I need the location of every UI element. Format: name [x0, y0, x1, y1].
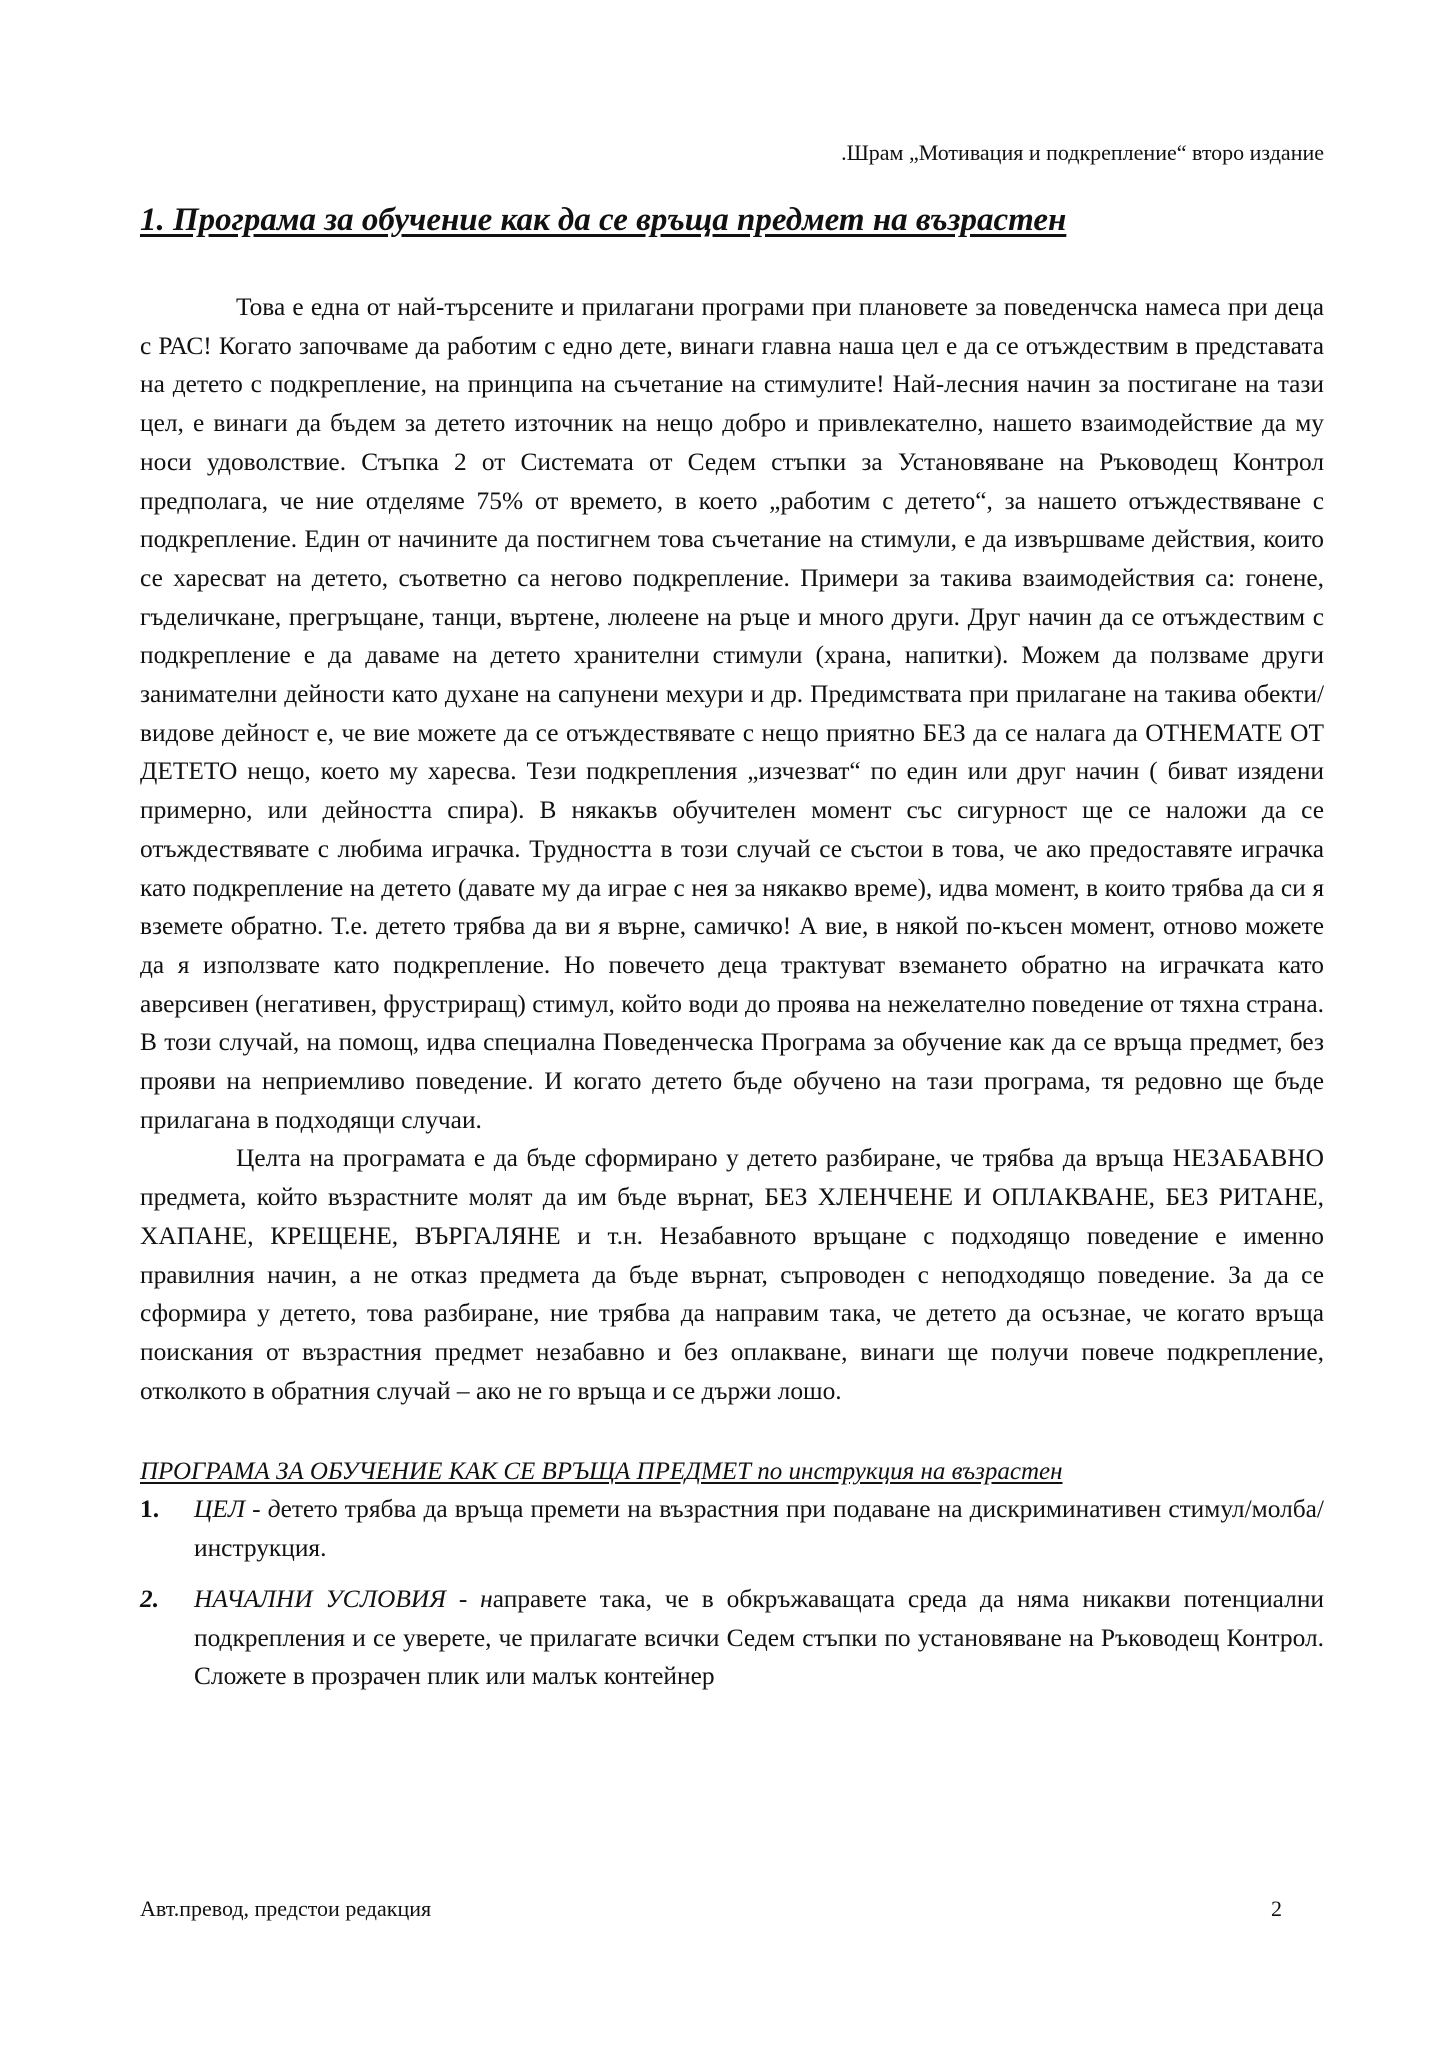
- list-item-number: 2.: [140, 1584, 160, 1613]
- page-content: [140, 198, 1324, 1708]
- program-steps-list: [140, 1490, 1324, 1696]
- list-item-number: 1.: [140, 1495, 160, 1524]
- list-item-text: аправете така, че в обкръжаващата среда да няма никакви потенциални подкрепления и се уверете, че прилагате всички Седем стъпки по установяване на Ръководещ Контрол. Сложете в прозрачен плик или малък контейнер: [194, 1584, 1324, 1691]
- footer-note: Авт.превод, предстои редакция: [140, 1896, 432, 1921]
- running-header: .Шрам „Мотивация и подкрепление“ второ издание: [841, 140, 1324, 165]
- list-item-body: [194, 1490, 1324, 1567]
- paragraph-intro: Това е една от най-търсените и прилагани програми при плановете за поведенчска намеса при деца с РАС! Когато започваме да работим с едно дете, винаги главна наша цел е да се отъждествим в представата на детето с подкрепление, на принципа на съчетание на стимулите! Най-лесния начин за постигане на тази цел, е винаги да бъдем за детето източник на нещо добро и привлекателно, нашето взаимодействие да му носи удоволствие. Стъпка 2 от Системата от Седем стъпки за Установяване на Ръководещ Контрол предполага, че ние отделяме 75% от времето, в което „работим с детето“, за нашето отъждествяване с подкрепление. Един от начините да постигнем това съчетание на стимули, е да извършваме действия, които се харесват на детето, съответно са негово подкрепление. Примери за такива взаимодействия са: гонене, гъделичкане, прегръщане, танци, въртене, люлеене на ръце и много други. Друг начин да се отъждествим с подкрепление е да даваме на детето хранителни стимули (храна, напитки). Можем да ползваме други занимателни дейности като духане на сапунени мехури и др. Предимствата при прилагане на такива обекти/видове дейност е, че вие можете да се отъждествявате с нещо приятно БЕЗ да се налага да ОТНЕМАТЕ ОТ ДЕТЕТО нещо, което му харесва. Тези подкрепления „изчезват“ по един или друг начин ( биват изядени примерно, или дейността спира). В някакъв обучителен момент със сигурност ще се наложи да се отъждествявате с любима играчка. Трудността в този случай се състои в това, че ако предоставяте играчка като подкрепление на детето (давате му да играе с нея за някакво време), идва момент, в които трябва да си я вземете обратно. Т.е. детето трябва да ви я върне, самичко! А вие, в някой по-късен момент, отново можете да я използвате като подкрепление. Но повечето деца трактуват вземането обратно на играчката като аверсивен (негативен, фрустриращ) стимул, който води до проява на нежелателно поведение от тяхна страна. В този случай, на помощ, идва специална Поведенческа Програма за обучение как да се връща предмет, без прояви на неприемливо поведение. И когато детето бъде обучено на тази програма, тя редовно ще бъде прилагана в подходящи случаи.: [140, 293, 1324, 1134]
- section-heading: ПРОГРАМА ЗА ОБУЧЕНИЕ КАК СЕ ВРЪЩА ПРЕДМЕТ по инструкция на възрастен: [140, 1458, 1063, 1486]
- list-item-body: [194, 1580, 1324, 1696]
- list-item: [140, 1490, 1324, 1567]
- list-item: [140, 1580, 1324, 1696]
- list-item-label: ЦЕЛ - д: [194, 1495, 281, 1524]
- document-title: 1. Програма за обучение как да се връща предмет на възрастен: [140, 202, 1067, 238]
- list-item-text: етето трябва да връща премети на възрастния при подаване на дискриминативен стимул/молба/инструкция.: [194, 1495, 1324, 1563]
- list-item-label: НАЧАЛНИ УСЛОВИЯ - н: [194, 1584, 493, 1613]
- page-number: 2: [1271, 1896, 1282, 1921]
- paragraph-goal: Целта на програмата е да бъде сформирано у детето разбиране, че трябва да връща НЕЗАБАВНО предмета, който възрастните молят да им бъде върнат, БЕЗ ХЛЕНЧЕНЕ И ОПЛАКВАНЕ, БЕЗ РИТАНЕ, ХАПАНЕ, КРЕЩЕНЕ, ВЪРГАЛЯНЕ и т.н. Незабавното връщане с подходящо поведение е именно правилния начин, а не отказ предмета да бъде върнат, съпроводен с неподходящо поведение. За да се сформира у детето, това разбиране, ние трябва да направим така, че детето да осъзнае, че когато връща поискания от възрастния предмет незабавно и без оплакване, винаги ще получи повече подкрепление, отколкото в обратния случай – ако не го връща и се държи лошо.: [140, 1144, 1324, 1405]
